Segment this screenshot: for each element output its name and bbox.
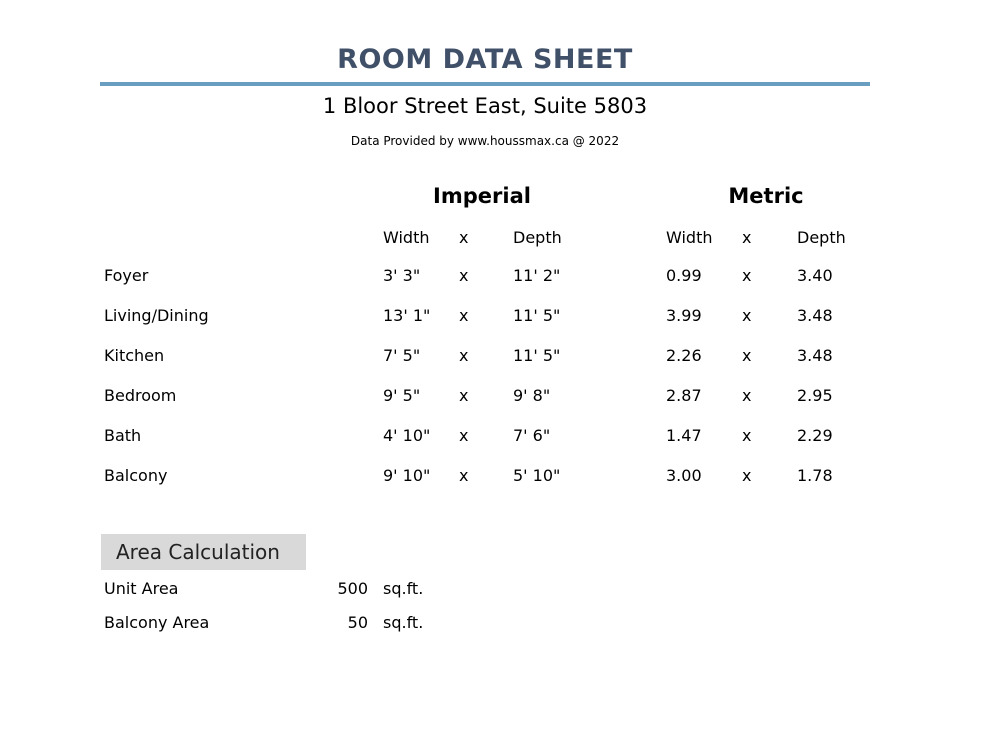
room-name: Bedroom: [104, 386, 177, 405]
address: 1 Bloor Street East, Suite 5803: [322, 94, 648, 118]
area-value: 500: [337, 579, 368, 598]
imperial-depth: 11' 2": [513, 266, 561, 285]
metric-width-header: Width: [666, 228, 713, 247]
metric-width: 0.99: [666, 266, 702, 285]
area-calculation-heading: Area Calculation: [101, 534, 306, 570]
area-label: Unit Area: [104, 579, 179, 598]
imperial-x: x: [459, 466, 469, 485]
room-name: Foyer: [104, 266, 149, 285]
imperial-x: x: [459, 426, 469, 445]
metric-depth: 3.48: [797, 306, 833, 325]
imperial-depth: 5' 10": [513, 466, 561, 485]
imperial-width: 9' 10": [383, 466, 431, 485]
metric-x: x: [742, 346, 752, 365]
imperial-width: 4' 10": [383, 426, 431, 445]
imperial-width-header: Width: [383, 228, 430, 247]
room-name: Kitchen: [104, 346, 165, 365]
room-name: Living/Dining: [104, 306, 209, 325]
metric-width: 3.99: [666, 306, 702, 325]
metric-depth: 1.78: [797, 466, 833, 485]
imperial-x: x: [459, 386, 469, 405]
imperial-heading: Imperial: [433, 184, 531, 208]
metric-depth: 3.40: [797, 266, 833, 285]
metric-x: x: [742, 386, 752, 405]
area-unit: sq.ft.: [383, 613, 424, 632]
metric-x-header: x: [742, 228, 752, 247]
area-label: Balcony Area: [104, 613, 210, 632]
imperial-depth-header: Depth: [513, 228, 562, 247]
metric-depth: 3.48: [797, 346, 833, 365]
data-credit: Data Provided by www.houssmax.ca @ 2022: [350, 134, 620, 148]
title-underline: [100, 82, 870, 86]
imperial-width: 9' 5": [383, 386, 421, 405]
metric-width: 3.00: [666, 466, 702, 485]
page-title: ROOM DATA SHEET: [337, 44, 633, 75]
metric-width: 1.47: [666, 426, 702, 445]
metric-x: x: [742, 466, 752, 485]
imperial-depth: 11' 5": [513, 346, 561, 365]
metric-x: x: [742, 266, 752, 285]
area-value: 50: [347, 613, 368, 632]
imperial-width: 3' 3": [383, 266, 421, 285]
imperial-depth: 9' 8": [513, 386, 551, 405]
imperial-x-header: x: [459, 228, 469, 247]
metric-x: x: [742, 306, 752, 325]
metric-heading: Metric: [728, 184, 804, 208]
area-unit: sq.ft.: [383, 579, 424, 598]
metric-depth-header: Depth: [797, 228, 846, 247]
imperial-width: 7' 5": [383, 346, 421, 365]
imperial-width: 13' 1": [383, 306, 431, 325]
metric-width: 2.87: [666, 386, 702, 405]
imperial-depth: 11' 5": [513, 306, 561, 325]
imperial-depth: 7' 6": [513, 426, 551, 445]
metric-width: 2.26: [666, 346, 702, 365]
imperial-x: x: [459, 346, 469, 365]
metric-depth: 2.29: [797, 426, 833, 445]
imperial-x: x: [459, 266, 469, 285]
metric-depth: 2.95: [797, 386, 833, 405]
metric-x: x: [742, 426, 752, 445]
room-name: Bath: [104, 426, 142, 445]
room-name: Balcony: [104, 466, 168, 485]
imperial-x: x: [459, 306, 469, 325]
